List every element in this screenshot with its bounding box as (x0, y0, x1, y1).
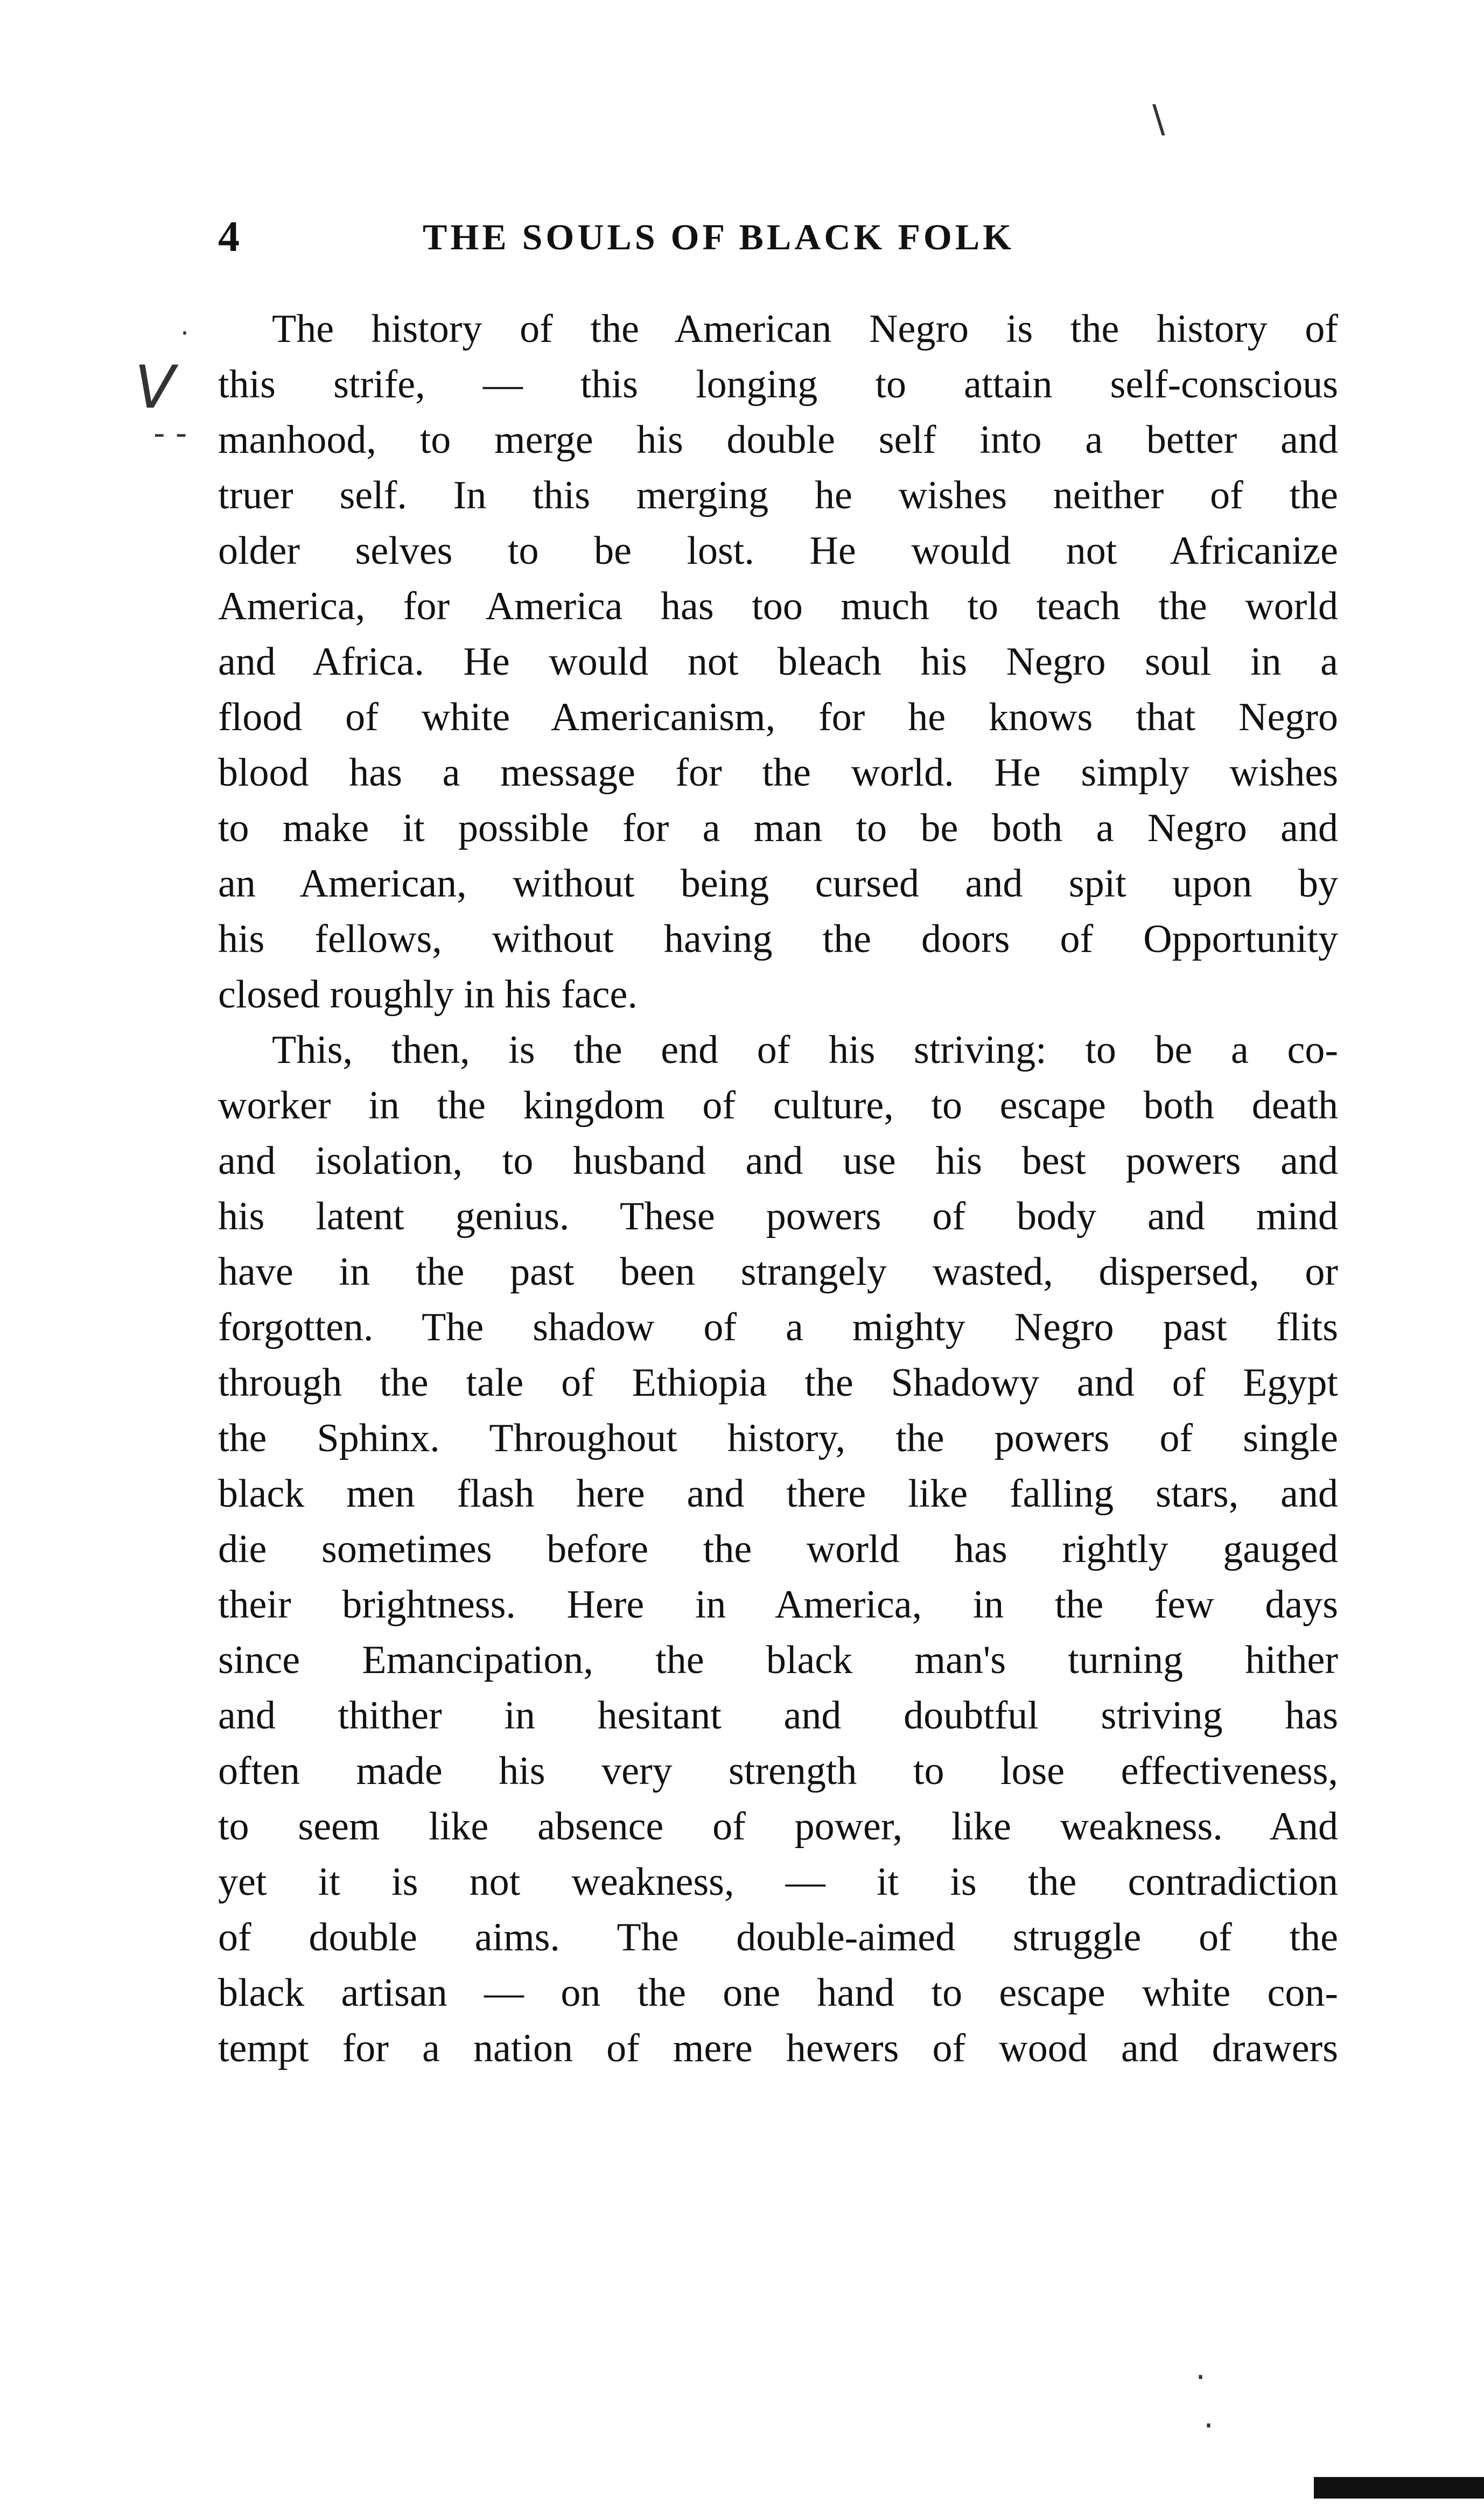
text-line: die sometimes before the world has rightly gauged (218, 1527, 1338, 1571)
pencil-dash-mark: - - (153, 415, 187, 452)
pencil-check-mark: V (135, 353, 176, 422)
text-line: flood of white Americanism, for he knows that Negro (218, 695, 1338, 739)
text-line: an American, without being cursed and spit upon by (218, 862, 1338, 906)
pencil-dot-mark: · (1203, 2407, 1214, 2445)
text-line: their brightness. Here in America, in the few days (218, 1583, 1338, 1627)
text-line: black men flash here and there like falling stars, and (218, 1472, 1338, 1516)
text-line: manhood, to merge his double self into a better and (218, 418, 1338, 462)
text-line: his fellows, without having the doors of Opportunity (218, 917, 1338, 961)
text-line: forgotten. The shadow of a mighty Negro past flits (218, 1305, 1338, 1349)
text-line: through the tale of Ethiopia the Shadowy and of Egypt (218, 1361, 1338, 1405)
scan-edge-shadow (1314, 2477, 1484, 2499)
text-line: this strife, — this longing to attain self-conscious (218, 362, 1338, 407)
text-line: and Africa. He would not bleach his Negro soul in a (218, 640, 1338, 684)
text-line: and isolation, to husband and use his best powers and (218, 1139, 1338, 1183)
text-line: This, then, is the end of his striving: to be a co- (272, 1028, 1338, 1072)
text-line: yet it is not weakness, — it is the contradiction (218, 1860, 1338, 1904)
pencil-dot-mark: · (180, 318, 189, 349)
text-line: truer self. In this merging he wishes neither of the (218, 473, 1338, 517)
text-line: the Sphinx. Throughout history, the powers of single (218, 1416, 1338, 1460)
text-line: of double aims. The double-aimed struggle of the (218, 1915, 1338, 1960)
text-line: tempt for a nation of mere hewers of wood and drawers (218, 2026, 1338, 2070)
text-line: America, for America has too much to teach the world (218, 584, 1338, 628)
page-number: 4 (218, 213, 240, 261)
pencil-tick-mark: \ (1152, 97, 1165, 141)
text-line: to make it possible for a man to be both a Negro and (218, 806, 1338, 850)
body-text (218, 302, 1338, 2076)
page-header (218, 207, 1338, 267)
text-line: worker in the kingdom of culture, to escape both death (218, 1083, 1338, 1128)
text-line: his latent genius. These powers of body and mind (218, 1194, 1338, 1238)
text-line: and thither in hesitant and doubtful striving has (218, 1694, 1338, 1738)
text-line: closed roughly in his face. (218, 972, 638, 1017)
running-title: THE SOULS OF BLACK FOLK (423, 216, 1014, 257)
text-line: black artisan — on the one hand to escape white con- (218, 1971, 1338, 2015)
text-line: older selves to be lost. He would not Africanize (218, 529, 1338, 573)
text-line: The history of the American Negro is the history of (272, 307, 1338, 351)
text-line: since Emancipation, the black man's turning hither (218, 1638, 1338, 1682)
pencil-dot-mark: · (1195, 2359, 1206, 2396)
text-line: to seem like absence of power, like weakness. And (218, 1804, 1338, 1849)
text-line: have in the past been strangely wasted, dispersed, or (218, 1250, 1338, 1294)
text-line: often made his very strength to lose effectiveness, (218, 1749, 1338, 1793)
text-line: blood has a message for the world. He simply wishes (218, 751, 1338, 795)
